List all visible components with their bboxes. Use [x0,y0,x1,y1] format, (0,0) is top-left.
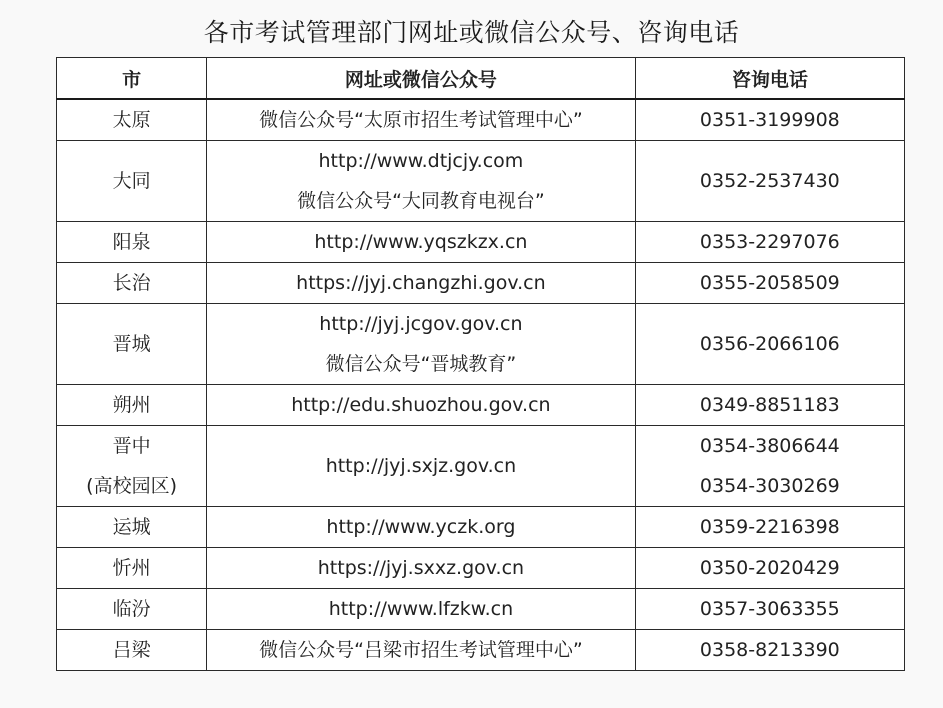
table-row [57,222,905,263]
table-row [57,589,905,630]
cell-city-text: 忻州 [112,557,151,579]
cell-site [207,507,636,548]
cell-city-text: 运城 [112,516,151,538]
cell-site [207,141,636,222]
cell-site-text: http://www.lfzkw.cn [328,598,514,620]
cell-phone-text: 0351-3199908 [699,109,840,131]
cell-site-text: http://www.dtjcjy.com [318,150,524,172]
cell-phone-text: 0356-2066106 [699,333,840,355]
cell-phone [635,222,904,263]
table-row [57,141,905,222]
cell-phone-text: 0353-2297076 [699,231,840,253]
cell-site-text: http://www.yqszkzx.cn [314,231,528,253]
cell-city [57,548,207,589]
cell-phone-text: 0354-3030269 [699,475,840,497]
cell-city [57,99,207,141]
cell-phone-text: 0350-2020429 [699,557,840,579]
cell-city [57,222,207,263]
cell-city [57,630,207,671]
cell-site [207,263,636,304]
header-site: 网址或微信公众号 [207,58,636,100]
cell-phone [635,141,904,222]
cell-city-text: 长治 [112,272,151,294]
cell-city-text: 临汾 [112,598,151,620]
cell-site [207,222,636,263]
header-phone: 咨询电话 [635,58,904,100]
cell-phone [635,426,904,507]
cell-city-text: 大同 [112,170,151,192]
cell-phone [635,263,904,304]
header-city: 市 [57,58,207,100]
cell-site-text: http://www.yczk.org [326,516,516,538]
cell-city-text: 太原 [112,109,151,131]
cell-site [207,589,636,630]
cell-phone [635,304,904,385]
page-title: 各市考试管理部门网址或微信公众号、咨询电话 [203,18,740,47]
table-header-row [57,58,905,100]
cell-phone-text: 0358-8213390 [699,639,840,661]
table-row [57,426,905,507]
cell-site-text: http://edu.shuozhou.gov.cn [291,394,551,416]
cell-site [207,630,636,671]
table-row [57,263,905,304]
cell-phone-text: 0352-2537430 [699,170,840,192]
table-row [57,548,905,589]
cell-site [207,385,636,426]
cell-phone [635,589,904,630]
contact-table [56,57,905,671]
cell-site-text: https://jyj.sxxz.gov.cn [317,557,525,579]
cell-site [207,99,636,141]
cell-site-text: https://jyj.changzhi.gov.cn [296,272,546,294]
cell-city [57,385,207,426]
table-row [57,99,905,141]
table-row [57,630,905,671]
cell-phone-text: 0357-3063355 [699,598,840,620]
cell-site-text: 微信公众号“太原市招生考试管理中心” [259,109,583,131]
cell-phone [635,548,904,589]
cell-city-text: 晋中 [112,435,151,457]
cell-phone-text: 0359-2216398 [699,516,840,538]
cell-site [207,548,636,589]
cell-city [57,507,207,548]
table-body [57,99,905,671]
table-row [57,507,905,548]
cell-city [57,426,207,507]
cell-city [57,263,207,304]
cell-city [57,304,207,385]
table-row [57,304,905,385]
cell-phone [635,385,904,426]
cell-city [57,141,207,222]
cell-phone-text: 0349-8851183 [699,394,840,416]
cell-site-text: 微信公众号“大同教育电视台” [297,190,545,212]
cell-city-text: 晋城 [112,333,151,355]
cell-phone [635,507,904,548]
table-row [57,385,905,426]
cell-city-text: 朔州 [112,394,151,416]
cell-site [207,304,636,385]
cell-site [207,426,636,507]
cell-city [57,589,207,630]
cell-city-text: (高校园区) [86,475,177,497]
cell-phone [635,99,904,141]
cell-site-text: 微信公众号“吕梁市招生考试管理中心” [259,639,583,661]
cell-phone [635,630,904,671]
cell-site-text: http://jyj.jcgov.gov.cn [319,313,523,335]
cell-phone-text: 0355-2058509 [699,272,840,294]
cell-phone-text: 0354-3806644 [699,435,840,457]
cell-city-text: 阳泉 [112,231,151,253]
cell-site-text: 微信公众号“晋城教育” [325,353,517,375]
cell-site-text: http://jyj.sxjz.gov.cn [325,455,517,477]
cell-city-text: 吕梁 [112,639,151,661]
